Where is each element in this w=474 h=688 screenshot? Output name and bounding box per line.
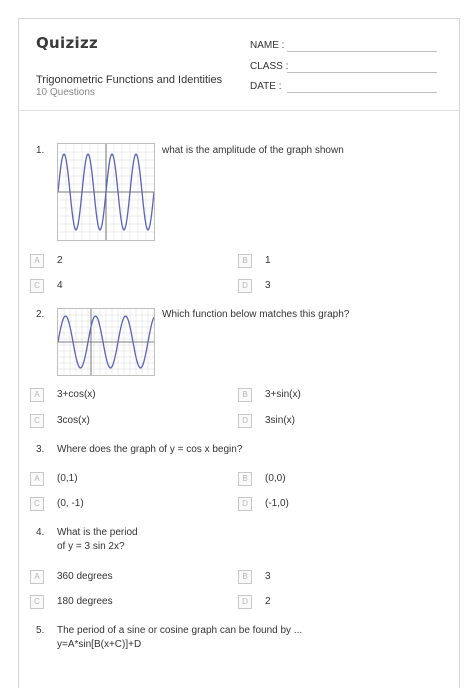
option-text: (-1,0) (265, 498, 289, 509)
option-letter: C (30, 497, 44, 511)
option-letter: A (30, 254, 44, 268)
option-letter: B (238, 570, 252, 584)
option-text: 3sin(x) (265, 415, 296, 426)
option-letter: B (238, 254, 252, 268)
class-line[interactable] (287, 72, 437, 73)
question-4-text-line2: of y = 3 sin 2x? (57, 541, 125, 552)
option-text: 3cos(x) (57, 415, 90, 426)
sine-graph-1 (58, 144, 154, 240)
option-letter: D (238, 595, 252, 609)
question-1-graph (57, 143, 155, 241)
question-1-number: 1. (36, 145, 45, 156)
date-label: DATE : (250, 81, 282, 92)
question-3-number: 3. (36, 444, 45, 455)
option-letter: D (238, 279, 252, 293)
class-field[interactable] (250, 61, 288, 72)
question-5-number: 5. (36, 625, 45, 636)
option-letter: C (30, 595, 44, 609)
option-letter: C (30, 279, 44, 293)
question-4-text-line1: What is the period (57, 527, 138, 538)
quizizz-logo: Quizizz (36, 34, 99, 52)
option-text: 4 (57, 280, 63, 291)
question-5-text-line1: The period of a sine or cosine graph can be found by ... (57, 625, 303, 636)
question-count: 10 Questions (36, 87, 95, 98)
option-text: 360 degrees (57, 571, 113, 582)
question-2-text: Which function below matches this graph? (162, 309, 350, 320)
option-letter: B (238, 472, 252, 486)
option-text: 2 (57, 255, 63, 266)
class-label: CLASS : (250, 61, 289, 72)
option-letter: B (238, 388, 252, 402)
date-line[interactable] (287, 92, 437, 93)
option-text: (0, -1) (57, 498, 84, 509)
name-line[interactable] (287, 51, 437, 52)
question-2-graph (57, 308, 155, 376)
option-text: 3+sin(x) (265, 389, 301, 400)
option-text: (0,0) (265, 473, 286, 484)
option-text: 2 (265, 596, 271, 607)
question-4-number: 4. (36, 527, 45, 538)
name-field[interactable] (250, 40, 284, 51)
date-field[interactable] (250, 81, 281, 92)
question-5-text-line2: y=A*sin[B(x+C)]+D (57, 639, 142, 650)
option-letter: D (238, 414, 252, 428)
option-text: 180 degrees (57, 596, 113, 607)
option-text: 3 (265, 280, 271, 291)
option-text: 1 (265, 255, 271, 266)
option-letter: C (30, 414, 44, 428)
option-text: 3 (265, 571, 271, 582)
option-letter: A (30, 570, 44, 584)
option-text: 3+cos(x) (57, 389, 96, 400)
worksheet-title: Trigonometric Functions and Identities (36, 74, 223, 86)
option-letter: A (30, 472, 44, 486)
option-letter: A (30, 388, 44, 402)
question-1-text: what is the amplitude of the graph shown (162, 145, 344, 156)
header-divider (18, 110, 460, 111)
option-text: (0,1) (57, 473, 78, 484)
name-label: NAME : (250, 40, 285, 51)
sine-graph-2 (58, 309, 154, 375)
question-3-text: Where does the graph of y = cos x begin? (57, 444, 243, 455)
question-2-number: 2. (36, 309, 45, 320)
option-letter: D (238, 497, 252, 511)
